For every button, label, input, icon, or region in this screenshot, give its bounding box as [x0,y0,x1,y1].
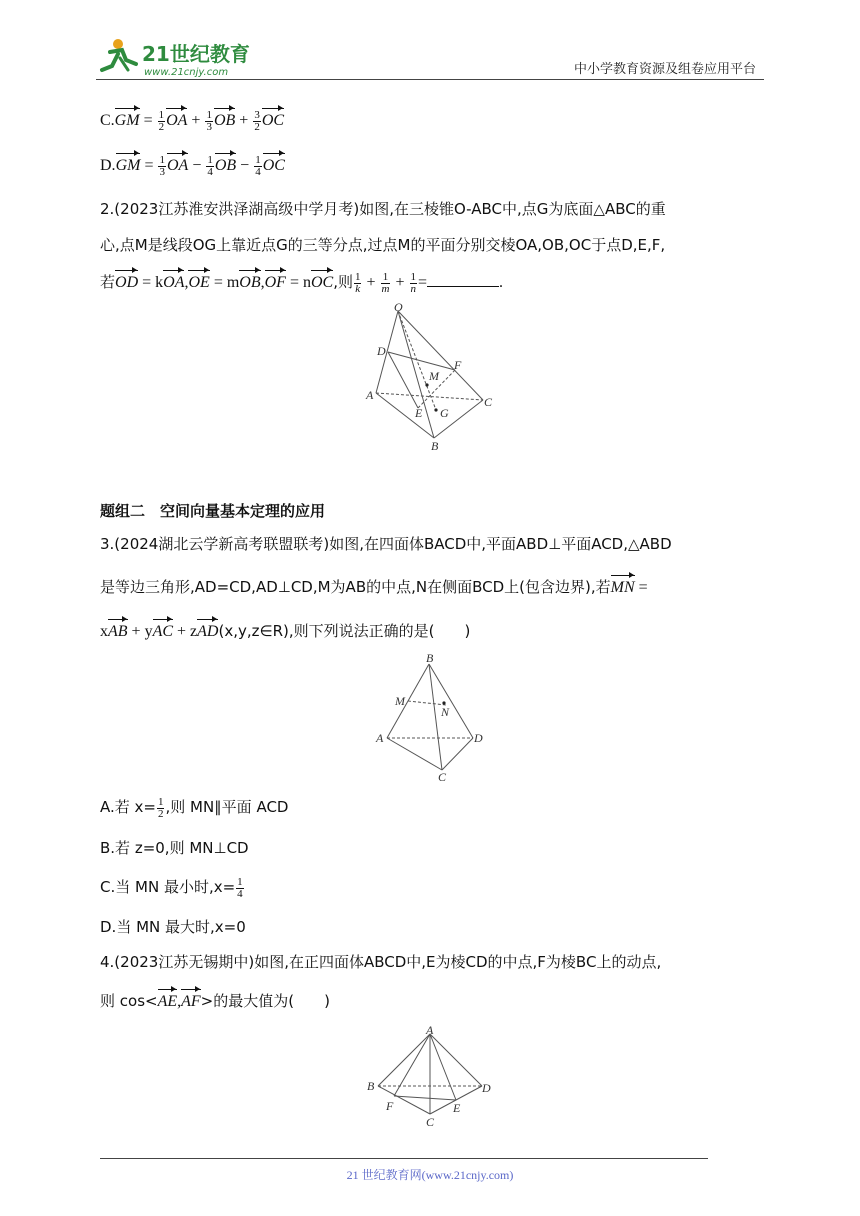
q2-stem-line2: 心,点M是线段OG上靠近点G的三等分点,过点M的平面分别交棱OA,OB,OC于点D,E,F, [100,236,666,254]
label-B: B [367,1079,375,1093]
q1-option-c: C.GM = $\frac{1}{2}$ OA + $\frac{1}{3}$ OB + $\frac{3}{2}$ OC [100,109,285,133]
label-A: A [366,388,374,402]
label-O: O [394,302,403,314]
q3-option-a: A.若 x= $\frac{1}{2}$ ,则 MN∥平面 ACD [100,795,289,820]
label-N: N [441,705,450,719]
label-M: M [429,369,439,383]
q3-stem-line3: xAB + yAC + zAD(x,y,z∈R),则下列说法正确的是( ) [100,620,470,643]
label-B: B [431,439,439,453]
site-logo [96,34,266,80]
runner-icon [102,39,136,70]
label-B: B [426,651,434,665]
answer-blank [427,272,499,287]
label-G: G [440,406,449,420]
q3-figure [370,650,490,789]
label-A: A [376,731,384,745]
logo-text: 21世纪教育 [142,42,250,66]
label-D: D [377,344,386,358]
logo-url: www.21cnjy.com [144,67,229,78]
section-title: 题组二 空间向量基本定理的应用 [100,502,326,520]
label-D: D [482,1081,491,1095]
label-C: C [438,770,447,784]
label-A: A [426,1024,434,1037]
q1-option-d: D.GM = $\frac{1}{3}$ OA − $\frac{1}{4}$ OB − $\frac{1}{4}$ OC [100,154,285,178]
q3-stem-line2: 是等边三角形,AD=CD,AD⊥CD,M为AB的中点,N在侧面BCD上(包含边界),若MN = [100,576,648,599]
label-F: F [386,1099,394,1113]
q4-stem-line1: 4.(2023江苏无锡期中)如图,在正四面体ABCD中,E为棱CD的中点,F为棱BC上的动点, [100,953,662,971]
header-platform-text: 中小学教育资源及组卷应用平台 [574,62,757,77]
q3-stem-line1: 3.(2024湖北云学新高考联盟联考)如图,在四面体BACD中,平面ABD⊥平面ACD,△ABD [100,535,672,553]
label-C: C [484,395,493,409]
footer-divider [100,1158,708,1159]
label-M: M [395,694,405,708]
q2-stem-line3: 若OD = kOA,OE = mOB,OF = nOC,则 $\frac{1}{k}$ + $\frac{1}{m}$ + $\frac{1}{n}$ = . [100,270,504,295]
q4-figure [362,1024,502,1135]
q2-figure [360,302,500,459]
q3-option-b: B.若 z=0,则 MN⊥CD [100,839,249,857]
q4-stem-line2: 则 cos<AE,AF>的最大值为( ) [100,990,330,1013]
label-F: F [454,358,462,372]
label-E: E [453,1101,461,1115]
label-D: D [474,731,483,745]
label-C: C [426,1115,435,1129]
footer-link[interactable]: 21 世纪教育网(www.21cnjy.com) [346,1168,514,1182]
q3-option-d: D.当 MN 最大时,x=0 [100,918,246,936]
q3-option-c: C.当 MN 最小时,x= $\frac{1}{4}$ [100,875,243,900]
label-E: E [415,406,423,420]
header-divider [96,79,764,80]
q2-stem-line1: 2.(2023江苏淮安洪泽湖高级中学月考)如图,在三棱锥O-ABC中,点G为底面△ABC的重 [100,200,666,218]
